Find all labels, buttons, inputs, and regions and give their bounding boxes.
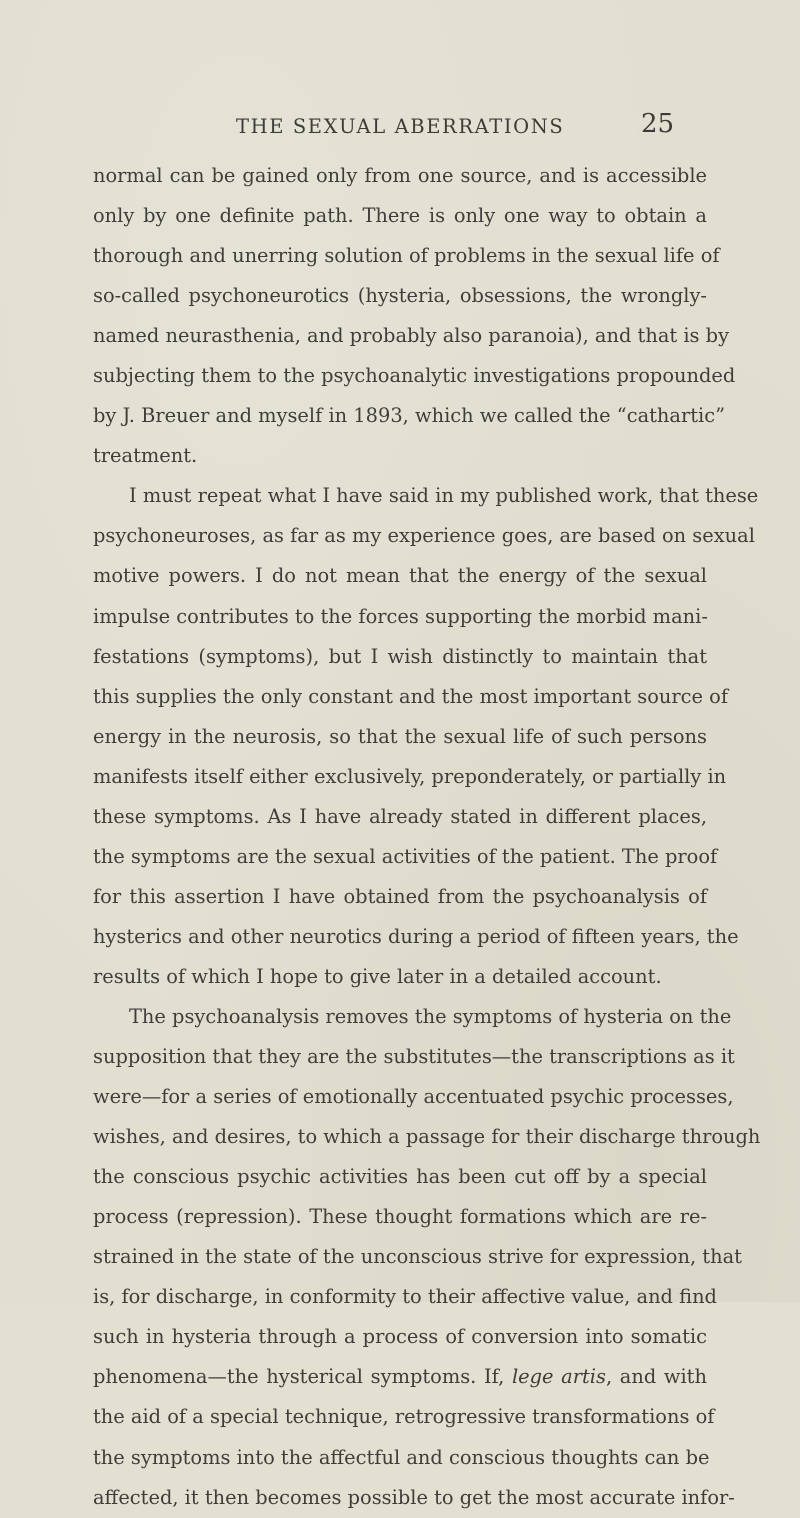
text-line: the conscious psychic activities has been cut off by a special xyxy=(93,1165,707,1189)
text-line: subjecting them to the psychoanalytic investigations propounded xyxy=(93,364,736,388)
text-line: psychoneuroses, as far as my experience goes, are based on sexual xyxy=(93,524,755,548)
text-line: were—for a series of emotionally accentuated psychic processes, xyxy=(93,1085,734,1109)
text-line: the symptoms into the affectful and conscious thoughts can be xyxy=(93,1445,710,1469)
text-line: by J. Breuer and myself in 1893, which we called the “cathartic” xyxy=(93,404,726,428)
text-line: manifests itself either exclusively, preponderately, or partially in xyxy=(93,764,727,788)
text-line: festations (symptoms), but I wish distinctly to maintain that xyxy=(93,644,707,668)
body-text xyxy=(93,156,761,1518)
page-number: 25 xyxy=(641,109,675,139)
text-line: so-called psychoneurotics (hysteria, obsessions, the wrongly- xyxy=(93,284,707,308)
text-line: strained in the state of the unconscious strive for expression, that xyxy=(93,1245,742,1269)
text-line: motive powers. I do not mean that the energy of the sexual xyxy=(93,564,707,588)
italic-phrase: lege artis xyxy=(511,1365,606,1389)
text-line: the symptoms are the sexual activities of the patient. The proof xyxy=(93,844,718,868)
text-line: impulse contributes to the forces supporting the morbid mani- xyxy=(93,604,708,628)
text-line: treatment. xyxy=(93,444,198,468)
text-line: wishes, and desires, to which a passage for their discharge through xyxy=(93,1125,761,1149)
text-line: I must repeat what I have said in my published work, that these xyxy=(129,484,759,508)
text-line: for this assertion I have obtained from the psychoanalysis of xyxy=(93,884,707,908)
text-line: is, for discharge, in conformity to their affective value, and find xyxy=(93,1285,717,1309)
text-line: process (repression). These thought formations which are re- xyxy=(93,1205,707,1229)
text-line: the aid of a special technique, retrogressive transformations of xyxy=(93,1405,715,1429)
text-line: these symptoms. As I have already stated in different places, xyxy=(93,804,707,828)
text-line: affected, it then becomes possible to get the most accurate infor- xyxy=(93,1485,735,1509)
text-line: hysterics and other neurotics during a period of fifteen years, the xyxy=(93,924,739,948)
text-line: supposition that they are the substitutes—the transcriptions as it xyxy=(93,1045,735,1069)
text-line: such in hysteria through a process of conversion into somatic xyxy=(93,1325,707,1349)
text-line: energy in the neurosis, so that the sexual life of such persons xyxy=(93,724,707,748)
text-span: phenomena—the hysterical symptoms. If, xyxy=(93,1365,512,1389)
running-title: THE SEXUAL ABERRATIONS xyxy=(236,115,565,138)
text-line: thorough and unerring solution of problems in the sexual life of xyxy=(93,244,720,268)
text-line: results of which I hope to give later in a detailed account. xyxy=(93,964,662,988)
running-head xyxy=(0,109,800,141)
text-line: only by one definite path. There is only one way to obtain a xyxy=(93,204,707,228)
text-line xyxy=(93,1357,707,1397)
text-line: The psychoanalysis removes the symptoms of hysteria on the xyxy=(129,1004,732,1028)
text-line: normal can be gained only from one source, and is accessible xyxy=(93,164,707,187)
text-line: named neurasthenia, and probably also paranoia), and that is by xyxy=(93,324,730,348)
text-span: , and with xyxy=(605,1365,707,1389)
text-line: this supplies the only constant and the most important source of xyxy=(93,684,729,708)
